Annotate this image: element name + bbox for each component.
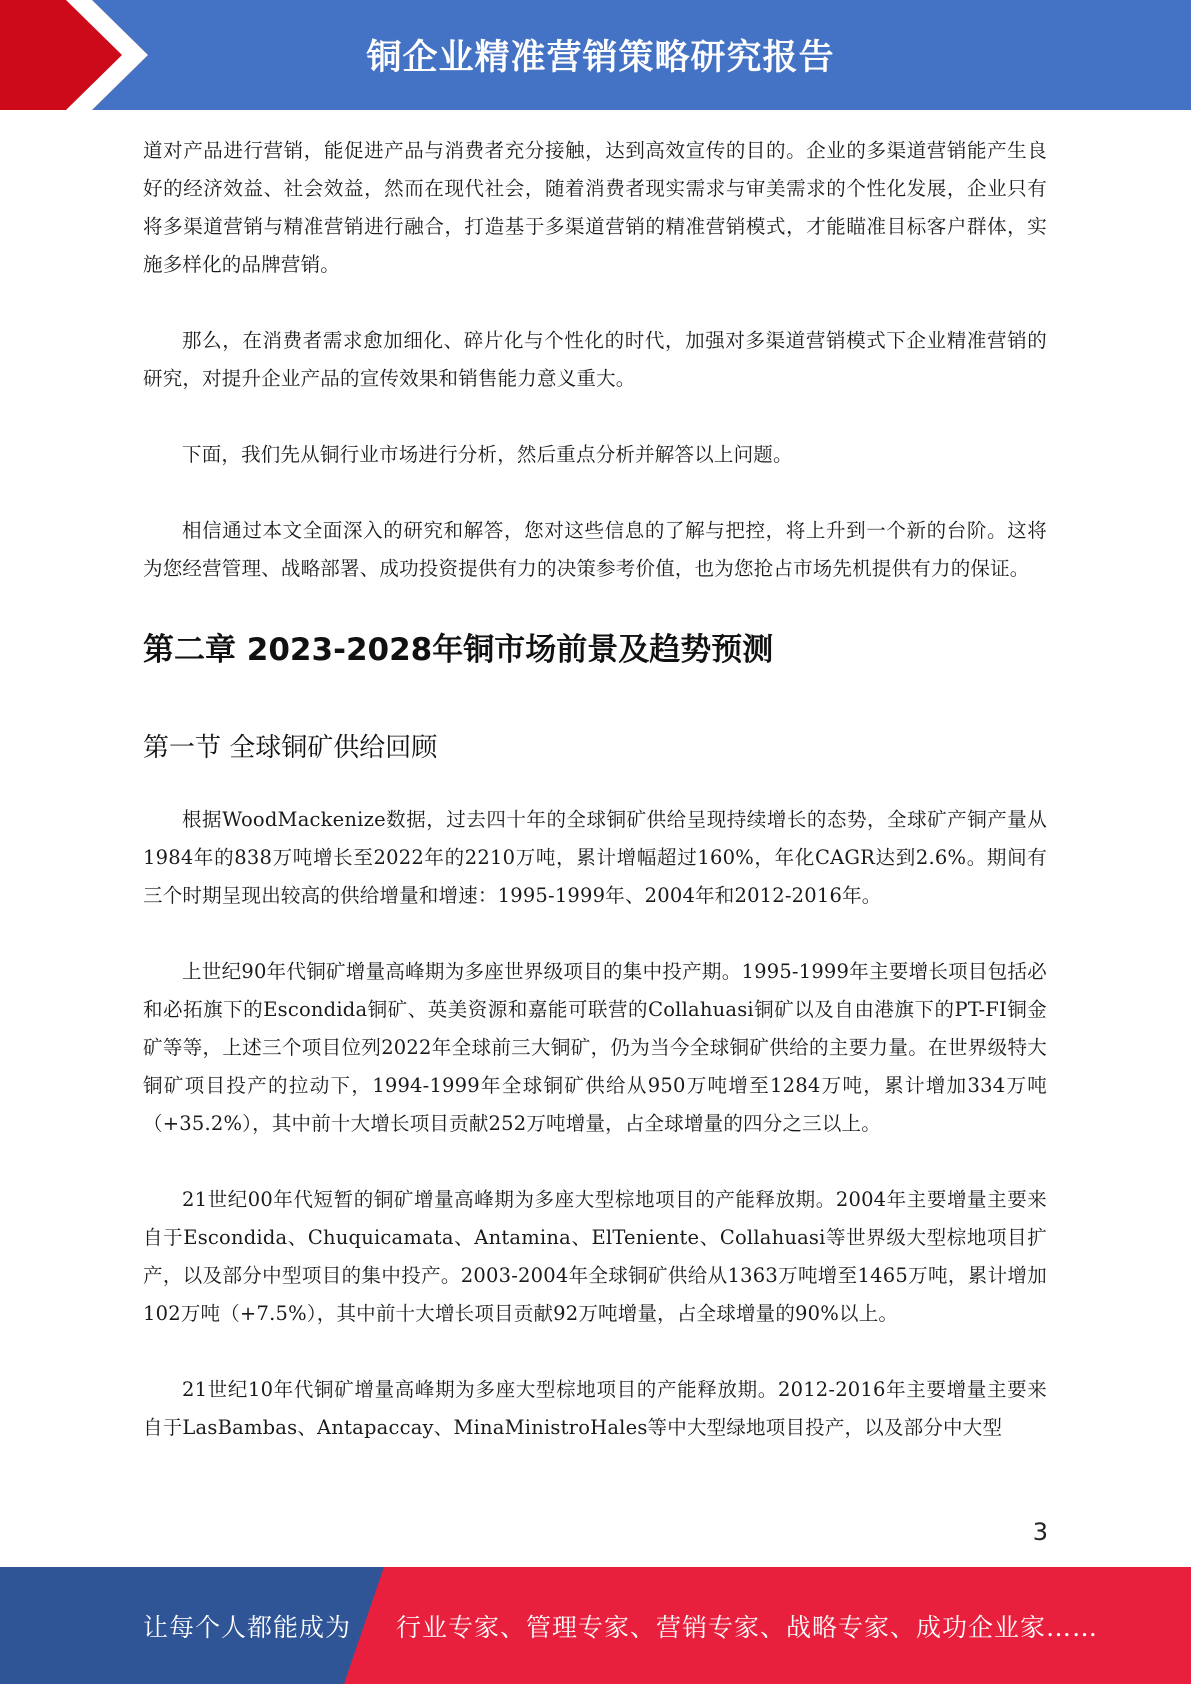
- paragraph: 下面，我们先从铜行业市场进行分析，然后重点分析并解答以上问题。: [182, 443, 793, 466]
- page-footer: [0, 1567, 1191, 1684]
- chevron-decoration: [0, 0, 150, 110]
- paragraph: 21世纪10年代铜矿增量高峰期为多座大型棕地项目的产能释放期。2012-2016年主要增量主要来自于LasBambas、Antapaccay、MinaMinistroHales等中大型绿地项目投产，以及部分中大型: [143, 1378, 1047, 1439]
- paragraph: 21世纪00年代短暂的铜矿增量高峰期为多座大型棕地项目的产能释放期。2004年主要增量主要来自于Escondida、Chuquicamata、Antamina、ElTeniente、Collahuasi等世界级大型棕地项目扩产，以及部分中型项目的集中投产。2003-2004年全球铜矿供给从1363万吨增至1465万吨，累计增加102万吨（+7.5%），其中前十大增长项目贡献92万吨增量，占全球增量的90%以上。: [143, 1188, 1047, 1325]
- footer-slogan-right: 行业专家、管理专家、营销专家、战略专家、成功企业家……: [396, 1612, 1099, 1642]
- paragraph: 那么，在消费者需求愈加细化、碎片化与个性化的时代，加强对多渠道营销模式下企业精准营销的研究，对提升企业产品的宣传效果和销售能力意义重大。: [143, 329, 1047, 390]
- section-heading: 第一节 全球铜矿供给回顾: [143, 733, 438, 763]
- paragraph: 上世纪90年代铜矿增量高峰期为多座世界级项目的集中投产期。1995-1999年主要增长项目包括必和必拓旗下的Escondida铜矿、英美资源和嘉能可联营的Collahuasi铜矿以及自由港旗下的PT-FI铜金矿等等，上述三个项目位列2022年全球前三大铜矿，仍为当今全球铜矿供给的主要力量。在世界级特大铜矿项目投产的拉动下，1994-1999年全球铜矿供给从950万吨增至1284万吨，累计增加334万吨（+35.2%），其中前十大增长项目贡献252万吨增量，占全球增量的四分之三以上。: [143, 960, 1047, 1135]
- paragraph: 相信通过本文全面深入的研究和解答，您对这些信息的了解与把控，将上升到一个新的台阶。这将为您经营管理、战略部署、成功投资提供有力的决策参考价值，也为您抢占市场先机提供有力的保证。: [143, 519, 1047, 580]
- report-title: 铜企业精准营销策略研究报告: [366, 38, 835, 78]
- footer-slogan-left: 让每个人都能成为: [143, 1612, 352, 1642]
- paragraph: 道对产品进行营销，能促进产品与消费者充分接触，达到高效宣传的目的。企业的多渠道营销能产生良好的经济效益、社会效益，然而在现代社会，随着消费者现实需求与审美需求的个性化发展，企业只有将多渠道营销与精准营销进行融合，打造基于多渠道营销的精准营销模式，才能瞄准目标客户群体，实施多样化的品牌营销。: [143, 139, 1047, 276]
- paragraph: 根据WoodMackenize数据，过去四十年的全球铜矿供给呈现持续增长的态势，全球矿产铜产量从1984年的838万吨增长至2022年的2210万吨，累计增幅超过160%，年化CAGR达到2.6%。期间有三个时期呈现出较高的供给增量和增速：1995-1999年、2004年和2012-2016年。: [143, 808, 1047, 907]
- page-header: [0, 0, 1191, 110]
- document-body: [143, 132, 1047, 1447]
- report-title-container: [200, 0, 1191, 110]
- page-number: 3: [1032, 1518, 1048, 1546]
- chapter-heading: 第二章 2023-2028年铜市场前景及趋势预测: [143, 632, 774, 668]
